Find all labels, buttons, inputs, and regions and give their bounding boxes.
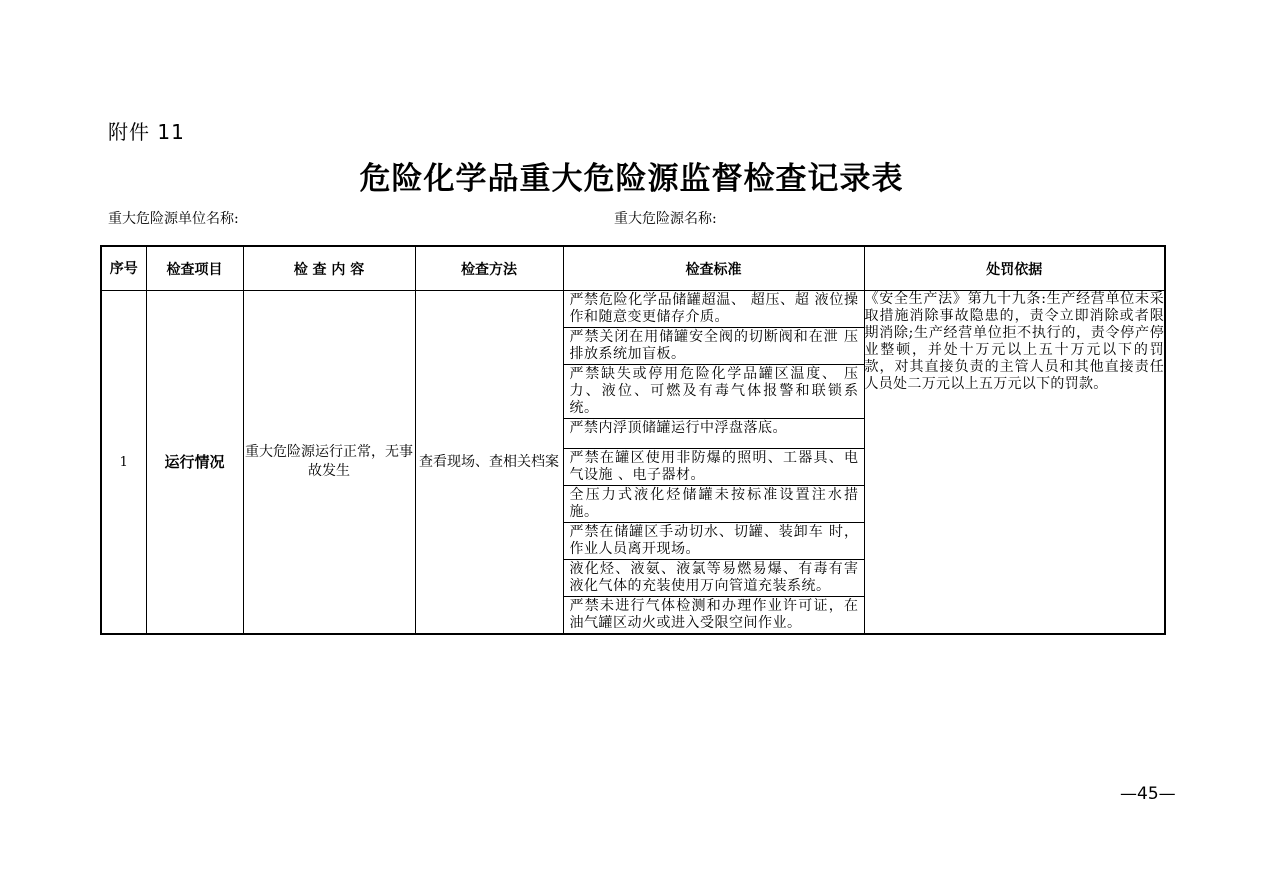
standard-item: 全压力式液化烃储罐未按标准设置注水措施。: [564, 486, 864, 523]
row-content: 重大危险源运行正常，无事故发生: [243, 291, 415, 635]
header-penalty: 处罚依据: [864, 246, 1165, 291]
row-seq: 1: [101, 291, 146, 635]
table-header-row: [101, 246, 1165, 291]
header-seq: 序号: [101, 246, 146, 291]
standard-item: 严禁未进行气体检测和办理作业许可证，在油气罐区动火或进入受限空间作业。: [569, 598, 859, 631]
header-standard: 检查标准: [563, 246, 864, 291]
page-number: —45—: [1120, 784, 1176, 804]
standard-item: 严禁内浮顶储罐运行中浮盘落底。: [564, 419, 864, 449]
inspection-record-table: [100, 245, 1166, 635]
header-method: 检查方法: [415, 246, 563, 291]
row-item: 运行情况: [146, 291, 243, 635]
row-penalty: 《安全生产法》第九十九条:生产经营单位未采取措施消除事故隐患的，责令立即消除或者限期消除;生产经营单位拒不执行的，责令停产停业整顿，并处十万元以上五十万元以下的罚款，对其直接负责的主管人员和其他直接责任人员处二万元以上五万元以下的罚款。: [864, 291, 1165, 635]
header-content: 检 查 内 容: [243, 246, 415, 291]
row-method: 查看现场、查相关档案: [415, 291, 563, 635]
standard-item: 严禁关闭在用储罐安全阀的切断阀和在泄 压排放系统加盲板。: [564, 328, 864, 365]
standard-item: 严禁在储罐区手动切水、切罐、装卸车 时，作业人员离开现场。: [564, 523, 864, 560]
unit-name-label: 重大危险源单位名称:: [108, 211, 239, 227]
standard-item: 严禁缺失或停用危险化学品罐区温度、 压力、液位、可燃及有毒气体报警和联锁系统。: [564, 365, 864, 419]
page-title: 危险化学品重大危险源监督检查记录表: [359, 161, 904, 197]
standard-item: 严禁在罐区使用非防爆的照明、工器具、电气设施 、电子器材。: [564, 449, 864, 486]
standard-item: 严禁危险化学品储罐超温、 超压、超 液位操作和随意变更储存介质。: [564, 291, 864, 328]
row-standards: [563, 291, 864, 635]
table-row: [101, 291, 1165, 635]
header-item: 检查项目: [146, 246, 243, 291]
standard-item: 液化烃、液氨、液氯等易燃易爆、有毒有害液化气体的充装使用万向管道充装系统。: [564, 560, 864, 597]
hazard-name-label: 重大危险源名称:: [614, 211, 717, 227]
attachment-label: 附件 11: [108, 120, 185, 144]
